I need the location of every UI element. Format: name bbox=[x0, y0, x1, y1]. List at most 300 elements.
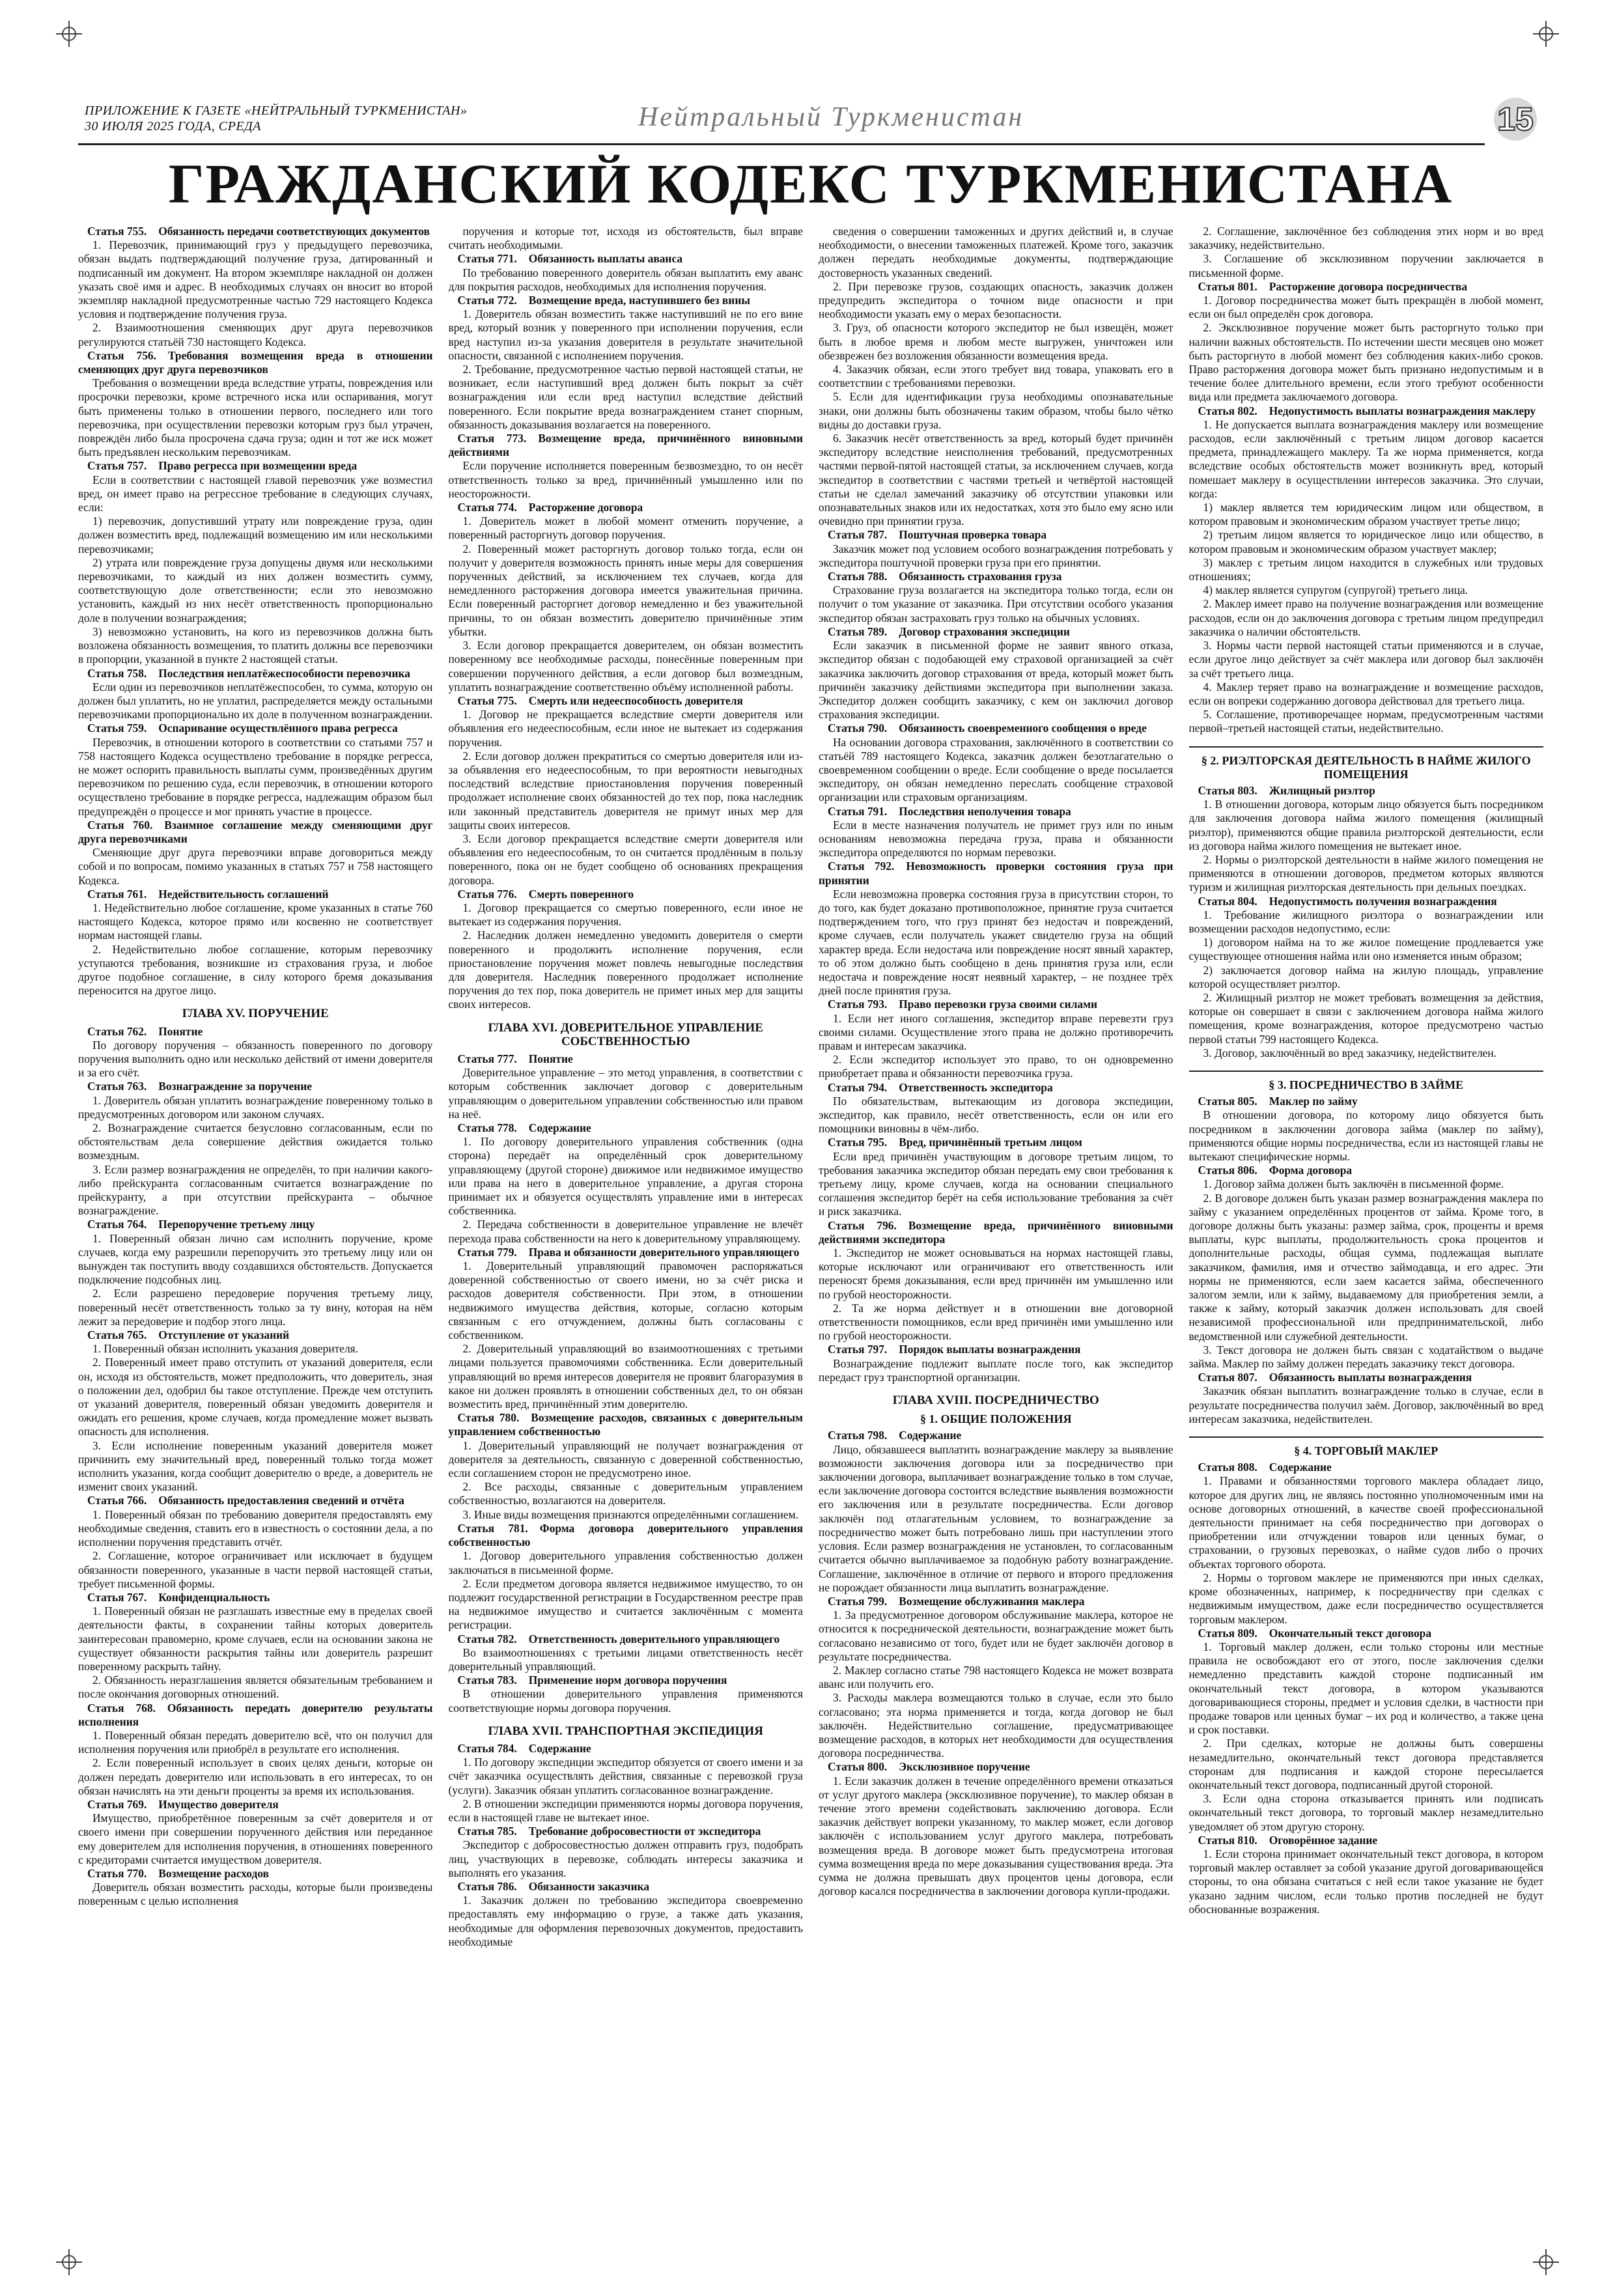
article-title: Понятие bbox=[528, 1052, 573, 1065]
article-title: Оговорённое задание bbox=[1269, 1833, 1378, 1847]
article-number: Статья 762. bbox=[87, 1024, 147, 1038]
paragraph: 1. Поверенный обязан по требованию доверителя предоставлять ему необходимые сведения, ставить его в известность о состоянии дела, а по исполнении поручения представить отчёт. bbox=[78, 1507, 433, 1549]
paragraph: 3. Если размер вознаграждения не определён, то при наличии какого-либо прейскуранта согласованным считается вознаграждение по прейскуранту, а при отсутствии прейскуранта – обычное вознаграждение. bbox=[78, 1162, 433, 1218]
article-number: Статья 781. bbox=[457, 1521, 528, 1535]
article-title: Невозможность проверки состояния груза при принятии bbox=[819, 860, 1173, 887]
article-heading bbox=[819, 1760, 1173, 1774]
article-title: Обязанность выплаты аванса bbox=[528, 252, 683, 266]
paragraph: Если заказчик в письменной форме не заявит явного отказа, экспедитор обязан с подобающей ему страховой организацией за счёт заказчика заключить договор страхования от вреда, который может быть причинён заказчику действиями экспедитора при выполнении заказа. Экспедитор должен сообщить заказчику, с кем он заключил договор страхования экспедиции. bbox=[819, 639, 1173, 721]
paragraph: Во взаимоотношениях с третьими лицами ответственность несёт доверительный управляющий. bbox=[448, 1645, 803, 1673]
paragraph: Заказчик обязан выплатить вознаграждение только в случае, если в результате посредничества получил заём. Договор, заключённый во вред интересам заказчика, недействителен. bbox=[1188, 1384, 1543, 1425]
paragraph: 2. При перевозке грузов, создающих опасность, заказчик должен предупредить экспедитора о точном виде опасности и при необходимости указать ему о мерах безопасности. bbox=[819, 279, 1173, 321]
paragraph: 1. Экспедитор не может основываться на нормах настоящей главы, которые исключают или ограничивают его ответственность или переносят бремя доказывания, если вред причинён им умышленно или по грубой неосторожности. bbox=[819, 1246, 1173, 1301]
article-number: Статья 800. bbox=[828, 1760, 888, 1774]
paragraph: 1. Доверитель обязан возместить также наступивший не по его вине вред, который возник у поверенного при исполнении поручения, если вред наступил из-за указания доверителя в результате значительной опасности, связанной с исполнением поручения. bbox=[448, 307, 803, 362]
column-1 bbox=[78, 225, 433, 2217]
paragraph: 1. Доверитель обязан уплатить вознаграждение поверенному только в предусмотренных договором или законом случаях. bbox=[78, 1093, 433, 1121]
masthead-info bbox=[85, 103, 467, 134]
article-heading bbox=[819, 570, 1173, 583]
article-title: Ответственность экспедитора bbox=[899, 1080, 1053, 1094]
paragraph: 2. Маклер согласно статье 798 настоящего Кодекса не может возврата аванс или получить его. bbox=[819, 1663, 1173, 1691]
paragraph: 1. Перевозчик, принимающий груз у предыдущего перевозчика, обязан выдать подтверждающий получение груза, датированный и подписанный им документ. На втором экземпляре накладной он должен указать своё имя и адрес. В необходимых случаях он вносит во второй экземпляр накладной предусмотренные частью 729 настоящего Кодекса условия и подтверждение получения груза. bbox=[78, 238, 433, 321]
article-title: Право регресса при возмещении вреда bbox=[158, 459, 358, 473]
paragraph: 3. Нормы части первой настоящей статьи применяются и в случае, если другое лицо действует за счёт маклера или договор был заключён за счёт третьего лица. bbox=[1188, 639, 1543, 680]
article-heading bbox=[819, 1343, 1173, 1356]
paragraph: 1. Если заказчик должен в течение определённого времени отказаться от услуг другого маклера (эксклюзивное поручение), то маклер обязан в течение этого времени содействовать заключению договора. Если заказчик действует вопреки указанному, то маклер может, если договор заключён с использованием услуг другого маклера, потребовать возмещения вреда. В договоре может быть предусмотрена итоговая сумма возмещения вреда по мере доказывания существования вреда. Эта сумма не должна превышать двух процентов цены договора, если договор касался посредничества в заключении договора купли-продажи. bbox=[819, 1774, 1173, 1898]
paragraph: 4) маклер является супругом (супругой) третьего лица. bbox=[1203, 583, 1468, 597]
article-heading bbox=[1189, 1834, 1544, 1847]
article-title: Взаимное соглашение между сменяющими друг друга перевозчиками bbox=[78, 818, 433, 845]
article-number: Статья 765. bbox=[87, 1328, 147, 1342]
paragraph: Имущество, приобретённое поверенным за счёт доверителя и от своего имени при совершении порученного действия или переданное ему доверителем для исполнения поручения, в отношениях поверенного с кредиторами считается имуществом доверителя. bbox=[78, 1812, 433, 1866]
article-title: Обязанность своевременного сообщения о вреде bbox=[899, 721, 1147, 735]
article-number: Статья 808. bbox=[1198, 1461, 1257, 1474]
paragraph: 1. Если сторона принимает окончательный текст договора, в котором торговый маклер оставляет за собой указание другой договаривающейся стороны, то она обязана считаться с ней если такое указание не будет указано задним числом, если только против последней не будут обоснованные возражения. bbox=[1188, 1847, 1543, 1916]
paragraph: 1. Торговый маклер должен, если только стороны или местные правила не освобождают его от этого, после заключения сделки немедленно представить каждой стороне подписанный им окончательный текст договора, в котором указываются договаривающиеся стороны, предмет и условия сделки, в частности при продаже товаров или ценных бумаг – их род и количество, а также цена и срок поставки. bbox=[1188, 1640, 1543, 1737]
paragraph: 1. В отношении договора, которым лицо обязуется быть посредником для заключения договора найма жилого помещения (жилищный риэлтор), применяются общие правила риэлторской деятельности, если из договора найма жилого помещения не вытекает иное. bbox=[1188, 798, 1543, 852]
article-title: Имущество доверителя bbox=[158, 1797, 279, 1811]
paragraph: Если один из перевозчиков неплатёжеспособен, то сумма, которую он должен был уплатить, но не уплатил, распределяется между остальными перевозчиками пропорционально их доле в полученном вознаграждении. bbox=[78, 680, 433, 721]
article-number: Статья 774. bbox=[457, 501, 517, 514]
article-heading bbox=[449, 294, 804, 307]
article-title: Оспаривание осуществлённого права регресса bbox=[158, 721, 398, 735]
masthead bbox=[78, 98, 1543, 148]
paragraph: 2. Та же норма действует и в отношении вне договорной ответственности помощников, если вред причинён ими умышленно или по грубой неосторожности. bbox=[819, 1301, 1173, 1343]
article-number: Статья 782. bbox=[457, 1632, 517, 1645]
article-title: Последствия неполучения товара bbox=[899, 804, 1071, 818]
issue-date: 30 ИЮЛЯ 2025 ГОДА, СРЕДА bbox=[85, 119, 261, 133]
paragraph: 5. Если для идентификации груза необходимы опознавательные знаки, они должны быть обозначены таким образом, чтобы было чётко видны до доставки груза. bbox=[819, 390, 1173, 431]
paragraph: 3. Если договор прекращается доверителем, он обязан возместить поверенному все необходимые расходы, понесённые поверенным при совершении порученного действия, а если договор был возмездным, уплатить вознаграждение соответственно объёму исполненной работы. bbox=[448, 639, 803, 693]
article-heading bbox=[449, 1246, 804, 1259]
paragraph: 3. Если договор прекращается вследствие смерти доверителя или объявления его недееспособным, то он считается продлённым в пользу поверенного, пока он не будет сообщено об основаниях прекращения договора. bbox=[448, 832, 803, 887]
article-title: Обязанность передать доверителю результаты исполнения bbox=[78, 1701, 433, 1728]
article-heading bbox=[449, 1411, 804, 1438]
article-title: Недопустимость получения вознаграждения bbox=[1269, 894, 1497, 908]
paragraph: 2. В отношении экспедиции применяются нормы договора поручения, если в настоящей главе не вытекает иное. bbox=[448, 1797, 803, 1824]
paragraph: 4. Заказчик обязан, если этого требует вид товара, упаковать его в соответствии с требованиями перевозки. bbox=[819, 363, 1173, 390]
page-number: 15 bbox=[1494, 98, 1537, 141]
paragraph: 2. Если экспедитор использует это право, то он одновременно приобретает права и обязанности перевозчика груза. bbox=[819, 1053, 1173, 1080]
paragraph: 2. Соглашение, которое ограничивает или исключает в будущем обязанности поверенного, указанные в части первой настоящей статьи, требует письменной формы. bbox=[78, 1549, 433, 1590]
article-heading bbox=[78, 819, 433, 846]
article-number: Статья 785. bbox=[457, 1825, 517, 1838]
article-heading bbox=[1189, 895, 1544, 908]
article-title: Смерть поверенного bbox=[528, 887, 634, 901]
paragraph: 1) маклер является тем юридическим лицом или обществом, в котором правовым и экономическим образом участвует третье лицо; bbox=[1188, 501, 1543, 528]
article-number: Статья 794. bbox=[828, 1080, 888, 1094]
section-heading: § 2. РИЭЛТОРСКАЯ ДЕЯТЕЛЬНОСТЬ В НАЙМЕ ЖИЛОГО ПОМЕЩЕНИЯ bbox=[1189, 746, 1544, 781]
paragraph: 3. Текст договора не должен быть связан с ходатайством о выдаче займа. Маклер по займу должен передать заказчику текст договора. bbox=[1188, 1343, 1543, 1371]
paragraph: 1. По договору доверительного управления собственник (одна сторона) передаёт на определённый срок доверительному управляющему (другой стороне) движимое или недвижимое имущество или права на него в доверительное управление, а другая сторона принимает их и обязуется осуществлять управление ими в интересах собственника. bbox=[448, 1135, 803, 1218]
header-rule bbox=[78, 143, 1485, 145]
article-title: Конфиденциальность bbox=[158, 1590, 270, 1604]
paragraph: 2. При сделках, которые не должны быть совершены незамедлительно, окончательный текст договора представляется сторонам для подписания и каждой стороне пересылается окончательный текст договора, подписанный другой стороной. bbox=[1188, 1737, 1543, 1791]
article-number: Статья 788. bbox=[828, 570, 888, 583]
article-number: Статья 758. bbox=[87, 666, 147, 680]
paragraph: 2. Поверенный может расторгнуть договор только тогда, если он получит у доверителя возможность принять иные меры для совершения порученных действий, за исключением тех случаев, когда для немедленного расторжения договора имеется уважительная причина. Если поверенный расторгнет договор немедленно и без уважительной причины, то он обязан возместить доверителю причинённые этим убытки. bbox=[448, 542, 803, 638]
article-heading bbox=[78, 1591, 433, 1604]
paragraph: 1. Если нет иного соглашения, экспедитор вправе перевезти груз своими силами. Осуществление этого права не должно противоречить правам и интересам заказчика. bbox=[819, 1011, 1173, 1052]
article-number: Статья 810. bbox=[1198, 1833, 1257, 1847]
paragraph: 2. Взаимоотношения сменяющих друг друга перевозчиков регулируются статьёй 730 настоящего Кодекса. bbox=[78, 321, 433, 348]
paragraph: 2. Все расходы, связанные с доверительным управлением собственностью, возлагаются на доверителя. bbox=[448, 1480, 803, 1507]
paragraph: 1. Доверитель может в любой момент отменить поручение, а поверенный расторгнуть договор поручения. bbox=[448, 514, 803, 542]
article-number: Статья 773. bbox=[457, 432, 527, 445]
article-heading bbox=[1189, 280, 1544, 294]
article-title: Обязанность страхования груза bbox=[899, 570, 1062, 583]
article-number: Статья 769. bbox=[87, 1797, 147, 1811]
paragraph: 6. Заказчик несёт ответственность за вред, который будет причинён экспедитору вследствие неисполнения требований, предусмотренных частями первой-пятой настоящей статьи, за исключением случаев, когда экспедитор в соответствии с частями третьей и четвёртой настоящей статьи не сделал замечаний заказчику об отсутствии упаковки или опознавательных знаков или их недостатках, хотя это было ему ясно или очевидно при принятии груза. bbox=[819, 432, 1173, 528]
paragraph: 1) перевозчик, допустивший утрату или повреждение груза, один должен возместить вред, подлежащий возмещению им или несколькими перевозчиками; bbox=[78, 514, 433, 555]
article-title: Возмещение вреда, причинённого виновными действиями bbox=[448, 432, 803, 459]
article-heading bbox=[449, 1121, 804, 1135]
article-number: Статья 776. bbox=[457, 887, 517, 901]
paragraph: 2. Вознаграждение считается безусловно согласованным, если по обстоятельствам дела совершение действия ожидается только возмездным. bbox=[78, 1121, 433, 1162]
article-number: Статья 759. bbox=[87, 721, 147, 735]
article-number: Статья 805. bbox=[1198, 1095, 1257, 1108]
article-title: Требование добросовестности от экспедитора bbox=[528, 1825, 761, 1838]
article-title: Окончательный текст договора bbox=[1269, 1626, 1432, 1640]
article-title: Форма договора bbox=[1269, 1164, 1353, 1177]
article-heading bbox=[449, 1825, 804, 1838]
article-title: Недопустимость выплаты вознаграждения маклеру bbox=[1269, 404, 1536, 417]
paragraph: 1. Доверительный управляющий не получает вознаграждения от доверителя за деятельность, связанную с доверенной собственностью, если соглашением сторон не предусмотрено иное. bbox=[448, 1438, 803, 1480]
article-heading bbox=[449, 432, 804, 459]
article-heading bbox=[1189, 1095, 1544, 1108]
article-title: Возмещение вреда, наступившего без вины bbox=[528, 294, 750, 307]
article-title: Обязанность выплаты вознаграждения bbox=[1269, 1371, 1472, 1384]
article-heading bbox=[819, 625, 1173, 639]
article-number: Статья 764. bbox=[87, 1218, 147, 1231]
paragraph: 2. Передача собственности в доверительное управление не влечёт перехода права собственности на него к доверительному управляющему. bbox=[448, 1218, 803, 1245]
paragraph: 5. Соглашение, противоречащее нормам, предусмотренным частями первой–третьей настоящей статьи, недействительно. bbox=[1188, 708, 1543, 735]
column-2 bbox=[449, 225, 804, 2217]
paragraph: 1. Заказчик должен по требованию экспедитора своевременно предоставлять ему информацию о грузе, а также дать указания, необходимые для оформления перевозочных документов, предоставить необходимые bbox=[448, 1894, 803, 1948]
article-heading bbox=[819, 998, 1173, 1011]
paragraph: 1. За предусмотренное договором обслуживание маклера, которое не относится к посреднической деятельности, вознаграждение может быть согласовано независимо от того, будет или не будет заключён договор в результате посредничества. bbox=[819, 1608, 1173, 1663]
article-title: Содержание bbox=[899, 1429, 962, 1442]
article-heading bbox=[1189, 404, 1544, 418]
article-number: Статья 802. bbox=[1198, 404, 1257, 417]
registration-mark-top-left bbox=[56, 21, 82, 47]
paragraph: 2. Если договор должен прекратиться со смертью доверителя или из-за объявления его недееспособным, то при вероятности невыгодных последствий вследствие приостановления поручения поверенный продолжает исполнение своих обязанностей до тех пор, пока наследник или законный представитель доверителя не примут иных мер для защиты своих интересов. bbox=[448, 749, 803, 832]
article-heading bbox=[819, 1136, 1173, 1149]
paragraph: Экспедитор с добросовестностью должен отправить груз, подобрать лиц, участвующих в перевозке, соблюдать интересы заказчика и выполнять его указания. bbox=[448, 1838, 803, 1879]
article-title: Возмещение расходов bbox=[158, 1866, 269, 1880]
article-heading bbox=[449, 501, 804, 514]
article-heading bbox=[449, 1673, 804, 1687]
article-title: Возмещение расходов, связанных с доверительным управлением собственностью bbox=[448, 1411, 803, 1438]
article-title: Вред, причинённый третьим лицом bbox=[899, 1136, 1082, 1149]
paragraph: Вознаграждение подлежит выплате после того, как экспедитор передаст груз транспортной организации. bbox=[819, 1356, 1173, 1384]
article-heading bbox=[819, 805, 1173, 819]
paragraph: 3. Соглашение об эксклюзивном поручении заключается в письменной форме. bbox=[1188, 252, 1543, 279]
article-title: Обязанности заказчика bbox=[528, 1879, 650, 1893]
paragraph: Если невозможна проверка состояния груза в присутствии сторон, то до того, как будет доказано противоположное, принятие груза считается подтверждением того, что груз принят без недостач и повреждений, кроме случаев, если получатель укажет свидетелю груза на общий характер вреда. Если недостача или повреждение носят явный характер, то об этом должно быть сообщено в день принятия груза или, если недостача и повреждение носят неявный характер, – не позднее трёх дней после принятия груза. bbox=[819, 887, 1173, 998]
article-number: Статья 777. bbox=[457, 1052, 517, 1065]
paragraph: 1. Не допускается выплата вознаграждения маклеру или возмещение расходов, если заключённый с третьим лицом договор касается предмета, принадлежащего маклеру. Та же норма применяется, когда вследствие особых обстоятельств может возникнуть вред, который помешает маклеру в осуществлении интересов заказчика. Это случаи, когда: bbox=[1188, 417, 1543, 500]
article-heading bbox=[78, 1494, 433, 1507]
paragraph: 2) третьим лицом является то юридическое лицо или общество, в котором правовым и экономическим образом участвует маклер; bbox=[1188, 528, 1543, 555]
article-title: Обязанность передачи соответствующих документов bbox=[158, 225, 430, 238]
page-title: ГРАЖДАНСКИЙ КОДЕКС ТУРКМЕНИСТАНА bbox=[168, 152, 1454, 215]
article-heading bbox=[449, 1052, 804, 1066]
article-title: Содержание bbox=[528, 1741, 591, 1755]
column-3 bbox=[819, 225, 1173, 2217]
article-heading bbox=[1189, 1164, 1544, 1177]
article-heading bbox=[1189, 1371, 1544, 1384]
article-title: Применение норм договора поручения bbox=[528, 1673, 727, 1687]
article-heading bbox=[1189, 784, 1544, 798]
article-heading bbox=[819, 1595, 1173, 1608]
article-columns bbox=[78, 225, 1543, 2217]
paragraph: Лицо, обязавшееся выплатить вознаграждение маклеру за выявление возможности заключения договора или за посредничество при заключении договора, выплачивает вознаграждение только в том случае, если заключение договора состоится вследствие выявления возможности его заключения или в результате посредничества. Если договор заключён под отлагательным условием, то вознаграждение за посредничество может быть потребовано лишь при наступлении этого условия. Если размер вознаграждения не установлен, то согласованным считается обычно выплачиваемое за подобную работу вознаграждение. Соглашение, заключённое в отличие от первого и второго предложения не порождает обязанности лица выплатить вознаграждение. bbox=[819, 1442, 1173, 1594]
article-heading bbox=[449, 252, 804, 266]
paragraph: 2) утрата или повреждение груза допущены двумя или несколькими перевозчиками, то каждый из них должен возместить сумму, соответствующую доле ответственности; если это невозможно установить, каждый из них несёт ответственность пропорционально доле в получении вознаграждения; bbox=[78, 555, 433, 624]
article-title: Возмещение обслуживания маклера bbox=[899, 1594, 1085, 1608]
article-heading bbox=[819, 1219, 1173, 1246]
article-title: Понятие bbox=[158, 1024, 203, 1038]
paragraph: 1. Договор не прекращается вследствие смерти доверителя или объявления его недееспособным, если иное не вытекает из содержания поручения. bbox=[448, 708, 803, 749]
section-heading: § 4. ТОРГОВЫЙ МАКЛЕР bbox=[1189, 1436, 1544, 1458]
paragraph: 3. Договор, заключённый во вред заказчику, недействителен. bbox=[1203, 1046, 1497, 1059]
article-number: Статья 803. bbox=[1198, 783, 1257, 797]
article-number: Статья 783. bbox=[457, 1673, 517, 1687]
article-number: Статья 786. bbox=[457, 1879, 517, 1893]
article-title: Жилищный риэлтор bbox=[1269, 783, 1375, 797]
paragraph: 2. Требование, предусмотренное частью первой настоящей статьи, не возникает, если наступивший вред должен быть покрыт за счёт вознаграждения или если вред наступил вследствие действий поверенного. Если покрытие вреда вознаграждением станет спорным, обязанность доказывания возлагается на поверенного. bbox=[448, 363, 803, 431]
paragraph: 1. По договору экспедиции экспедитор обязуется от своего имени и за счёт заказчика осуществлять действия, связанные с перевозкой груза (услуги). Заказчик обязан уплатить согласованное вознаграждение. bbox=[448, 1756, 803, 1797]
paragraph: Если в соответствии с настоящей главой перевозчик уже возместил вред, он имеет право на регрессное требование в следующих случаях, если: bbox=[78, 473, 433, 514]
paragraph: 2. Жилищный риэлтор не может требовать возмещения за действия, которые он совершает в связи с заключением договора найма жилого помещения, кроме вознаграждения, которое предусмотрено частью первой статьи 799 настоящего Кодекса. bbox=[1188, 990, 1543, 1046]
article-heading bbox=[78, 349, 433, 376]
paragraph: 2. Наследник должен немедленно уведомить доверителя о смерти поверенного и продолжить исполнение поручения, если приостановление поручения может повлечь невыгодные последствия для доверителя. Наследник поверенного продолжает исполнение поручения до тех пор, пока доверитель не примет иных мер для защиты своих интересов. bbox=[448, 929, 803, 1011]
newspaper-name: Нейтральный Туркменистан bbox=[638, 102, 1024, 132]
paragraph: 3) маклер с третьим лицом находится в служебных или трудовых отношениях; bbox=[1188, 555, 1543, 583]
paragraph: В отношении договора, по которому лицо обязуется быть посредником в заключении договора займа (маклер по займу), применяются общие нормы посредничества, если из настоящей главы не вытекают специфические нормы. bbox=[1188, 1108, 1543, 1163]
article-title: Договор страхования экспедиции bbox=[899, 624, 1070, 638]
article-number: Статья 756. bbox=[87, 348, 156, 362]
article-heading bbox=[819, 1429, 1173, 1442]
column-4 bbox=[1189, 225, 1544, 2217]
paragraph: 1. Недействительно любое соглашение, кроме указанных в статье 760 настоящего Кодекса, которое прямо или косвенно не соответствует нормам настоящей главы. bbox=[78, 901, 433, 942]
paragraph: 3. Если исполнение поверенным указаний доверителя может причинить ему значительный вред, поверенный только тогда может исполнить указания, когда сообщит доверителю о вреде, а доверитель не изменит своих указаний. bbox=[78, 1438, 433, 1494]
paragraph: 2. Эксклюзивное поручение может быть расторгнуто только при наличии важных обстоятельств. По истечении шести месяцев оно может быть расторгнуто в любой момент без соблюдения каких-либо сроков. Право расторжения договора может быть признано недопустимым и в течение более длительного времени, если этого требуют особенности вида или предмета заключаемого договора. bbox=[1188, 321, 1543, 404]
article-number: Статья 801. bbox=[1198, 279, 1257, 293]
article-title: Порядок выплаты вознаграждения bbox=[899, 1343, 1081, 1356]
paragraph: По требованию поверенного доверитель обязан выплатить ему аванс для покрытия расходов, необходимых для исполнения поручения. bbox=[448, 266, 803, 293]
article-number: Статья 771. bbox=[457, 252, 517, 266]
paragraph: 1. Доверительный управляющий правомочен распоряжаться доверенной собственностью от своего имени, но за счёт риска и расходов доверителя собственности. При этом, в отношении недвижимого имущества действия, которые, согласно которым связанным с его отчуждением, должны быть согласованы с собственником. bbox=[448, 1259, 803, 1342]
article-heading bbox=[78, 1218, 433, 1231]
paragraph: 2. Если поверенный использует в своих целях деньги, которые он должен передать доверителю или использовать в его интересах, то он обязан начислять на эти деньги проценты за время их использования. bbox=[78, 1756, 433, 1797]
article-title: Недействительность соглашений bbox=[158, 887, 329, 901]
article-number: Статья 807. bbox=[1198, 1371, 1257, 1384]
article-title: Права и обязанности доверительного управляющего bbox=[528, 1245, 800, 1259]
article-number: Статья 757. bbox=[87, 459, 147, 473]
article-heading bbox=[819, 721, 1173, 735]
article-heading bbox=[449, 694, 804, 708]
paragraph: 1. Правами и обязанностями торгового маклера обладает лицо, которое для других лиц, не являясь постоянно уполномоченным ими на основе договорных отношений, в качестве своей профессиональной деятельности принимает на себя посредничество при договорах о приобретении или отчуждении товаров или ценных бумаг, о страховании, о грузовых перевозках, о найме судов либо о прочих объектах торгового оборота. bbox=[1188, 1474, 1543, 1571]
article-title: Право перевозки груза своими силами bbox=[899, 998, 1097, 1011]
article-title: Отступление от указаний bbox=[158, 1328, 290, 1342]
paragraph: 1. Договор посредничества может быть прекращён в любой момент, если он был определён срок договора. bbox=[1188, 294, 1543, 321]
article-number: Статья 778. bbox=[457, 1121, 517, 1134]
article-heading bbox=[78, 1701, 433, 1729]
chapter-heading: ГЛАВА XVIII. ПОСРЕДНИЧЕСТВО bbox=[892, 1393, 1099, 1408]
article-heading bbox=[78, 1798, 433, 1812]
paragraph: Сменяющие друг друга перевозчики вправе договориться между собой и по вопросам, помимо указанных в статьях 757 и 758 настоящего Кодекса. bbox=[78, 846, 433, 887]
article-title: Возмещение вреда, причинённого виновными действиями экспедитора bbox=[819, 1218, 1173, 1246]
article-title: Содержание bbox=[528, 1121, 591, 1134]
article-number: Статья 767. bbox=[87, 1590, 147, 1604]
article-heading bbox=[78, 1867, 433, 1881]
paragraph: 3. Расходы маклера возмещаются только в случае, если это было согласовано; эта норма применяется и тогда, когда договор не был заключён. Недействительно соглашение, предусматривающее возмещение расходов, в которых нет необходимости для осуществления договора посредничества. bbox=[819, 1691, 1173, 1760]
paragraph: 1. Договор прекращается со смертью поверенного, если иное не вытекает из содержания поручения. bbox=[448, 901, 803, 929]
article-number: Статья 761. bbox=[87, 887, 147, 901]
paragraph: 2. В договоре должен быть указан размер вознаграждения маклера по займу с указанием определённых процентов от займа. Кроме того, в договоре должны быть указаны: размер займа, срок, проценты и время выплаты, курс выплаты, продолжительность срока процентов и дополнительные расходы, общая сумма, подлежащая выплате заказчиком, фамилия, имя и отчество займодавца, и его адрес. Эти нормы не применяются, если заем касается займа, обеспеченного залогом земли, или к займу, выдаваемому для приобретения земли, а также к займу, который заказчик должен использовать для своей независимой профессиональной или предпринимательской, либо ведомственной или служебной деятельности. bbox=[1188, 1191, 1543, 1343]
paragraph: На основании договора страхования, заключённого в соответствии со статьёй 789 настоящего Кодекса, заказчик должен безотлагательно о своевременном сообщении о вреде. Если сообщение о вреде посылается экспедитору, он обязан немедленно переслать сообщение страховой организации или страховым организациям. bbox=[819, 735, 1173, 804]
article-title: Эксклюзивное поручение bbox=[899, 1760, 1030, 1774]
paragraph: Заказчик может под условием особого вознаграждения потребовать у экспедитора поштучной проверки груза при его принятии. bbox=[819, 542, 1173, 569]
article-heading bbox=[78, 1025, 433, 1039]
paragraph: 1. Поверенный обязан передать доверителю всё, что он получил для исполнения поручения или приобрёл в результате его исполнения. bbox=[78, 1728, 433, 1756]
article-number: Статья 809. bbox=[1198, 1626, 1257, 1640]
article-heading bbox=[449, 1522, 804, 1549]
article-number: Статья 791. bbox=[828, 804, 888, 818]
paragraph: 1. Поверенный обязан исполнить указания доверителя. bbox=[92, 1342, 359, 1356]
article-title: Обязанность предоставления сведений и отчёта bbox=[158, 1494, 404, 1507]
chapter-heading: ГЛАВА XVI. ДОВЕРИТЕЛЬНОЕ УПРАВЛЕНИЕ СОБСТВЕННОСТЬЮ bbox=[488, 1020, 763, 1048]
paragraph: поручения и которые тот, исходя из обстоятельств, был вправе считать необходимыми. bbox=[448, 225, 803, 252]
article-number: Статья 763. bbox=[87, 1080, 147, 1093]
paragraph: По договору поручения – обязанность поверенного по договору поручения выполнить одно или несколько действий от имени доверителя и за его счёт. bbox=[78, 1038, 433, 1080]
article-number: Статья 760. bbox=[87, 818, 153, 832]
article-number: Статья 795. bbox=[828, 1136, 888, 1149]
paragraph: сведения о совершении таможенных и других действий и, в случае необходимости, о внесении таможенных платежей. Кроме того, заказчик должен передать необходимые документы, подтверждающие достоверность указанных сведений. bbox=[819, 225, 1173, 279]
article-heading bbox=[78, 667, 433, 680]
article-number: Статья 768. bbox=[87, 1701, 156, 1715]
article-number: Статья 770. bbox=[87, 1866, 147, 1880]
article-number: Статья 755. bbox=[87, 225, 147, 238]
article-title: Смерть или недееспособность доверителя bbox=[528, 693, 743, 707]
paragraph: 2. Соглашение, заключённое без соблюдения этих норм и во вред заказчику, недействительно. bbox=[1188, 225, 1543, 252]
paragraph: Доверительное управление – это метод управления, в соответствии с которым собственник заключает договор с доверительным управляющим о доверительном управлении собственностью или правом на неё. bbox=[448, 1066, 803, 1121]
article-heading bbox=[78, 459, 433, 473]
paragraph: 1) договором найма на то же жилое помещение продлевается уже существующее отношения найма или оно изменяется иным образом; bbox=[1188, 936, 1543, 963]
paragraph: 3. Иные виды возмещения признаются определёнными соглашением. bbox=[462, 1507, 798, 1521]
paragraph: 1. Поверенный обязан лично сам исполнить поручение, кроме случаев, когда ему разрешили перепоручить это третьему лицу или он вынужден так поступить вводу создавшихся обстоятельств. Допускается подключение подсобных лиц. bbox=[78, 1231, 433, 1287]
article-title: Форма договора доверительного управления собственностью bbox=[448, 1521, 803, 1549]
chapter-heading: ГЛАВА XV. ПОРУЧЕНИЕ bbox=[182, 1007, 329, 1021]
paragraph: 2) заключается договор найма на жилую площадь, управление которой осуществляет риэлтор. bbox=[1188, 963, 1543, 990]
paragraph: 1. Поверенный обязан не разглашать известные ему в пределах своей деятельности факты, в сохранении тайны которых доверитель заинтересован правомерно, кроме случаев, если на основании закона не существует обязанности раскрытия тайны или доверитель разрешит поверенному раскрыть тайну. bbox=[78, 1604, 433, 1673]
article-heading bbox=[819, 860, 1173, 887]
article-heading bbox=[819, 528, 1173, 542]
article-heading bbox=[78, 1080, 433, 1093]
article-number: Статья 772. bbox=[457, 294, 517, 307]
supplement-label: ПРИЛОЖЕНИЕ К ГАЗЕТЕ «НЕЙТРАЛЬНЫЙ ТУРКМЕНИСТАН» bbox=[85, 104, 468, 118]
article-number: Статья 775. bbox=[457, 693, 517, 707]
article-title: Расторжение договора bbox=[528, 501, 643, 514]
article-heading bbox=[449, 888, 804, 901]
article-title: Расторжение договора посредничества bbox=[1269, 279, 1468, 293]
paragraph: Если в месте назначения получатель не примет груз или по иным основаниям невозможна передача груза, права и обязанности экспедитора определяются по нормам перевозки. bbox=[819, 818, 1173, 860]
article-heading bbox=[1189, 1461, 1544, 1474]
paragraph: Перевозчик, в отношении которого в соответствии со статьями 757 и 758 настоящего Кодекса осуществлено требование в порядке регресса, не может оспорить правильность выплаты сумм, произведённых другим перевозчиком по решению суда, если перевозчик, в отношении которого осуществлено требование в порядке регресса, надлежащим образом был предупреждён о процессе и мог принять участие в процессе. bbox=[78, 735, 433, 818]
article-heading bbox=[449, 1742, 804, 1756]
paragraph: Страхование груза возлагается на экспедитора только тогда, если он получит о том указание от заказчика. При отсутствии особого указания экспедитор обязан застраховать груз только на обычных условиях. bbox=[819, 583, 1173, 624]
article-heading bbox=[78, 1328, 433, 1342]
article-number: Статья 797. bbox=[828, 1343, 888, 1356]
article-number: Статья 766. bbox=[87, 1494, 147, 1507]
article-heading bbox=[449, 1632, 804, 1646]
paragraph: 1. Требование жилищного риэлтора о вознаграждении или возмещении расходов недопустимо, если: bbox=[1188, 908, 1543, 935]
paragraph: 2. Обязанность неразглашения является обязательным требованием и после окончания договорных отношений. bbox=[78, 1673, 433, 1701]
registration-mark-bottom-right bbox=[1533, 2249, 1559, 2275]
article-title: Последствия неплатёжеспособности перевозчика bbox=[158, 666, 410, 680]
paragraph: Требования о возмещении вреда вследствие утраты, повреждения или просрочки перевозки, кроме встречного иска или оспаривания, могут быть применены только в отношении первого, последнего или того перевозчика, при осуществлении перевозки которым груз был утрачен, повреждён либо была просрочена сдача груза; один и тот же иск может быть предъявлен нескольким перевозчикам. bbox=[78, 376, 433, 459]
section-heading: § 1. ОБЩИЕ ПОЛОЖЕНИЯ bbox=[920, 1412, 1072, 1426]
paragraph: 1. Договор доверительного управления собственностью должен заключаться в письменной форме. bbox=[448, 1549, 803, 1576]
paragraph: В отношении доверительного управления применяются соответствующие нормы договора поручения. bbox=[448, 1687, 803, 1715]
article-number: Статья 793. bbox=[828, 998, 888, 1011]
paragraph: 2. Нормы о риэлторской деятельности в найме жилого помещения не применяются в отношении договоров, предметом которых являются туризм и жилищная риэлторская деятельность при дельных поездках. bbox=[1188, 852, 1543, 894]
paragraph: 4. Маклер теряет право на вознаграждение и возмещение расходов, если он вопреки содержанию договора действовал для третьего лица. bbox=[1188, 680, 1543, 707]
article-number: Статья 792. bbox=[828, 860, 895, 873]
chapter-heading: ГЛАВА XVII. ТРАНСПОРТНАЯ ЭКСПЕДИЦИЯ bbox=[488, 1724, 763, 1738]
article-number: Статья 787. bbox=[828, 528, 888, 542]
article-heading bbox=[78, 225, 433, 238]
article-number: Статья 804. bbox=[1198, 894, 1257, 908]
registration-mark-top-right bbox=[1533, 21, 1559, 47]
paragraph: 3. Если одна сторона отказывается принять или подписать окончательный текст договора, то торговый маклер незамедлительно уведомляет об этом другую сторону. bbox=[1188, 1792, 1543, 1833]
article-number: Статья 796. bbox=[828, 1218, 897, 1232]
paragraph: 1. Договор займа должен быть заключён в письменной форме. bbox=[1203, 1177, 1504, 1191]
article-heading bbox=[78, 721, 433, 735]
paragraph: По обязательствам, вытекающим из договора экспедиции, экспедитор, как правило, несёт ответственность, если он или его помощники виновны в чём-либо. bbox=[819, 1094, 1173, 1136]
paragraph: 3. Груз, об опасности которого экспедитор не был извещён, может быть в любое время и любом месте выгружен, уничтожен или обезврежен без возложения обязанности возмещения вреда. bbox=[819, 321, 1173, 362]
paragraph: Если вред причинён участвующим в договоре третьим лицом, то требования заказчика экспедитор обязан передать ему свои требования к третьему лицу, кроме случаев, когда на основании специального соглашения экспедитор берёт на себя использование требования за счёт и риск заказчика. bbox=[819, 1149, 1173, 1218]
paragraph: 2. Маклер имеет право на получение вознаграждения или возмещение расходов, если он до заключения договора с третьим лицом предупредил заказчика о наличии обстоятельств. bbox=[1188, 597, 1543, 638]
article-number: Статья 798. bbox=[828, 1429, 888, 1442]
paragraph: 2. Поверенный имеет право отступить от указаний доверителя, если он, исходя из обстоятельств, может предположить, что доверитель, зная о положении дел, одобрил бы такое отступление. Прежде чем отступить от указаний доверителя, поверенный обязан уведомить доверителя и ожидать его решения, кроме случаев, когда промедление может вызвать опасность для исполнения. bbox=[78, 1356, 433, 1438]
article-heading bbox=[819, 1081, 1173, 1095]
article-heading bbox=[449, 1880, 804, 1894]
paragraph: 3) невозможно установить, на кого из перевозчиков должна быть возложена обязанность возмещения, то платить должны все перевозчики в пропорции, указанной в пункте 2 настоящей статьи. bbox=[78, 624, 433, 666]
article-number: Статья 789. bbox=[828, 624, 888, 638]
article-number: Статья 806. bbox=[1198, 1164, 1257, 1177]
article-title: Требования возмещения вреда в отношении сменяющих друг друга перевозчиков bbox=[78, 348, 433, 376]
article-number: Статья 790. bbox=[828, 721, 888, 735]
paragraph: Если поручение исполняется поверенным безвозмездно, то он несёт ответственность только за вред, причинённый умышленно или по неосторожности. bbox=[448, 459, 803, 500]
article-title: Вознаграждение за поручение bbox=[158, 1080, 312, 1093]
section-heading: § 3. ПОСРЕДНИЧЕСТВО В ЗАЙМЕ bbox=[1189, 1071, 1544, 1092]
article-number: Статья 779. bbox=[457, 1245, 517, 1259]
paragraph: Доверитель обязан возместить расходы, которые были произведены поверенным с целью исполнения bbox=[78, 1881, 433, 1908]
article-title: Маклер по займу bbox=[1269, 1095, 1358, 1108]
article-title: Поштучная проверка товара bbox=[899, 528, 1047, 542]
article-number: Статья 780. bbox=[457, 1411, 520, 1425]
registration-mark-bottom-left bbox=[56, 2249, 82, 2275]
paragraph: 2. Доверительный управляющий во взаимоотношениях с третьими лицами пользуется правомочиями собственника. Если доверительный управляющий во время интересов доверителя не проявит благоразумия в какое ни должен проявлять в отношении собственных дел, то он обязан возместить вред, причинённый этим доверителю. bbox=[448, 1342, 803, 1411]
article-title: Перепоручение третьему лицу bbox=[158, 1218, 315, 1231]
paragraph: 2. Если разрешено передоверие поручения третьему лицу, поверенный несёт ответственность только за ту вину, которая на нём лежит за передоверие и подбор этого лица. bbox=[78, 1287, 433, 1328]
paragraph: 2. Недействительно любое соглашение, которым перевозчику уступаются требования, возникшие из страхования груза, и любое другое подобное соглашение, в силу которого бремя доказывания переносится на другое лицо. bbox=[78, 942, 433, 998]
article-heading bbox=[78, 888, 433, 901]
article-heading bbox=[1189, 1627, 1544, 1640]
